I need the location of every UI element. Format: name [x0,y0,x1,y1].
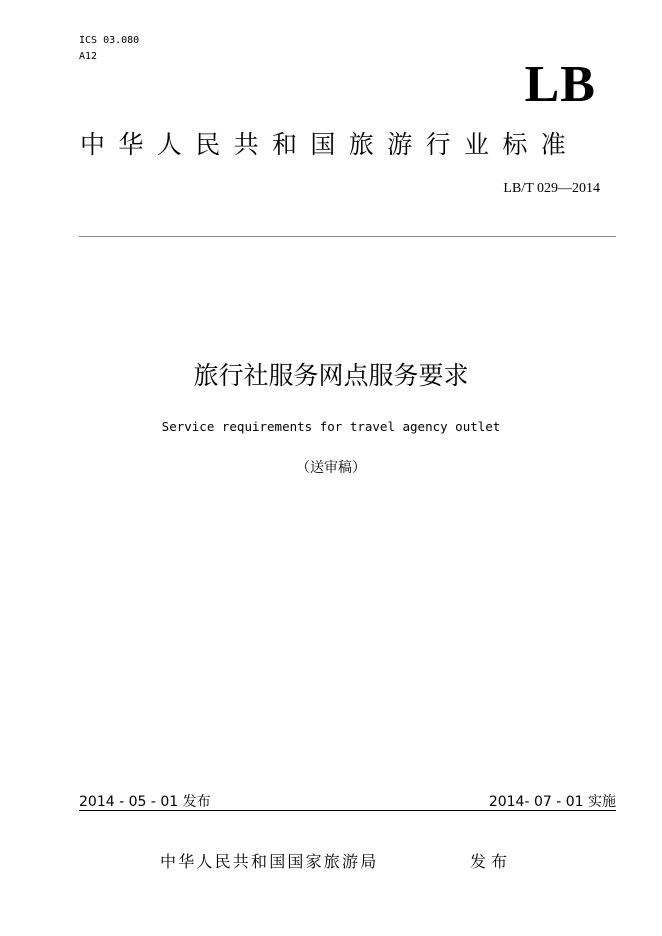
ccs-code: A12 [79,51,98,62]
standard-number: LB/T 029—2014 [503,181,600,196]
implementation-date: 2014- 07 - 01 实施 [488,794,616,810]
draft-status: （送审稿） [296,460,366,476]
issue-date: 2014 - 05 - 01 发布 [79,794,211,810]
issuer-action: 发布 [470,852,513,871]
footer-divider [79,810,616,811]
document-title-chinese: 旅行社服务网点服务要求 [193,361,469,390]
lb-logo: LB [524,56,596,113]
document-title-english: Service requirements for travel agency outlet [161,419,501,434]
ics-code: ICS 03.080 [79,35,140,46]
header-divider [79,236,616,237]
issuer-name: 中华人民共和国国家旅游局 [160,852,379,871]
standard-type-heading: 中华人民共和国旅游行业标准 [80,130,580,159]
